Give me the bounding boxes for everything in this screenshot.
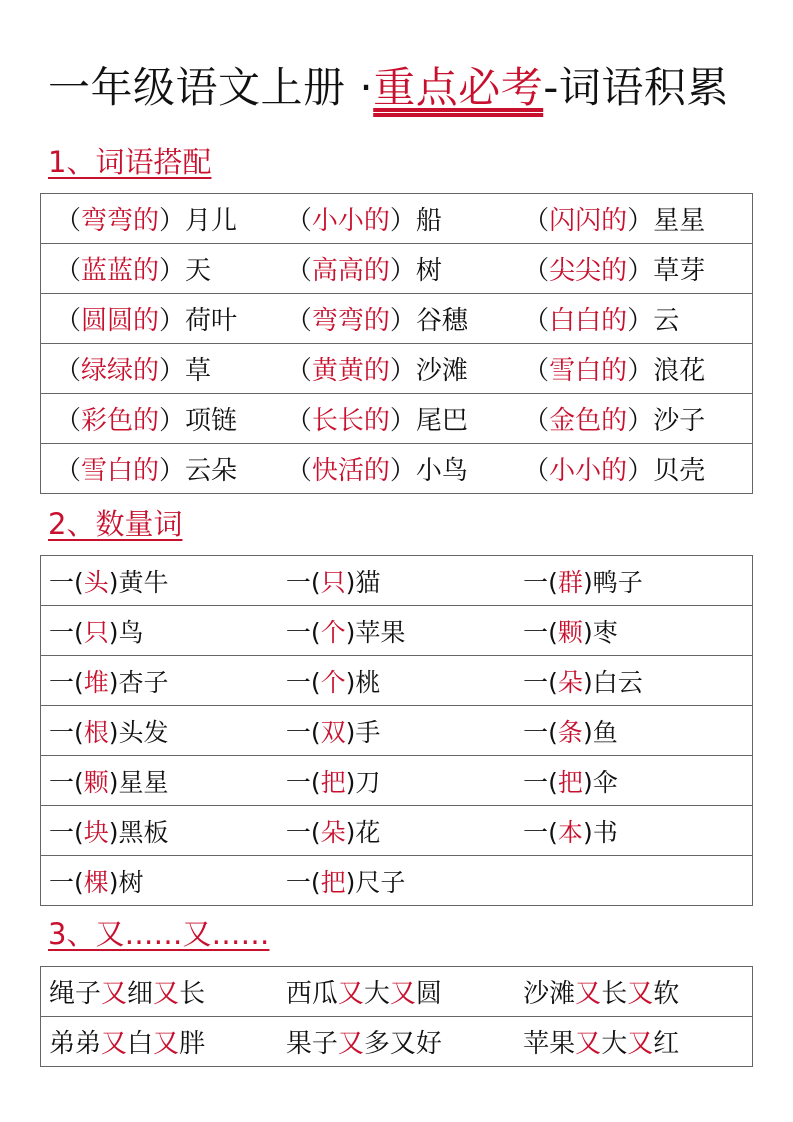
- numeral-one: 一(: [285, 617, 321, 647]
- close-paren: ): [345, 567, 356, 597]
- answer-word: 闪闪的: [549, 206, 628, 236]
- close-paren: ）: [389, 256, 416, 286]
- measure-cell: [515, 706, 752, 756]
- close-paren: ): [582, 567, 593, 597]
- measure-word: 只: [320, 567, 346, 597]
- measure-cell: [278, 756, 515, 806]
- answer-word: 彩色的: [81, 406, 160, 436]
- measure-word: 只: [83, 617, 109, 647]
- numeral-one: 一(: [49, 667, 84, 697]
- collocation-cell: [278, 194, 515, 244]
- measure-word: 朵: [320, 817, 346, 847]
- answer-word: 快活的: [311, 456, 390, 486]
- open-paren: （: [285, 456, 312, 486]
- table-row: [41, 856, 753, 906]
- table-row: [41, 706, 753, 756]
- open-paren: （: [523, 356, 550, 386]
- collocation-cell: [278, 444, 515, 494]
- close-paren: ): [345, 867, 356, 897]
- numeral-one: 一(: [285, 867, 321, 897]
- noun-word: 树: [415, 256, 442, 286]
- close-paren: ): [345, 817, 356, 847]
- close-paren: ）: [627, 306, 654, 336]
- close-paren: ): [108, 717, 119, 747]
- close-paren: ）: [627, 406, 654, 436]
- open-paren: （: [523, 206, 550, 236]
- measure-cell: [278, 606, 515, 656]
- noun-word: 星星: [653, 206, 706, 236]
- collocation-cell: [41, 444, 278, 494]
- noun-word: 花: [355, 817, 381, 847]
- measure-word: 颗: [557, 617, 583, 647]
- collocation-cell: [278, 294, 515, 344]
- phrase-part: 长: [601, 979, 628, 1009]
- collocation-cell: [41, 194, 278, 244]
- measure-cell: [41, 706, 278, 756]
- table-row: [41, 294, 753, 344]
- answer-word: 雪白的: [81, 456, 160, 486]
- you-word: 又: [153, 979, 180, 1009]
- table-row: [41, 444, 753, 494]
- open-paren: （: [523, 306, 550, 336]
- noun-word: 刀: [355, 767, 381, 797]
- noun-word: 贝壳: [653, 456, 706, 486]
- noun-word: 沙滩: [415, 356, 468, 386]
- close-paren: ): [108, 867, 119, 897]
- close-paren: ）: [627, 256, 654, 286]
- measure-word: 个: [320, 667, 346, 697]
- numeral-one: 一(: [523, 567, 558, 597]
- phrase-part: 果子: [285, 1029, 338, 1059]
- numeral-one: 一(: [285, 667, 321, 697]
- collocation-table: [40, 193, 753, 494]
- open-paren: （: [285, 256, 312, 286]
- you-word: 又: [575, 979, 602, 1009]
- measure-word: 个: [320, 617, 346, 647]
- noun-word: 尺子: [355, 867, 406, 897]
- open-paren: （: [285, 406, 312, 436]
- numeral-one: 一(: [49, 817, 84, 847]
- close-paren: ): [582, 617, 593, 647]
- noun-word: 杏子: [118, 667, 169, 697]
- numeral-one: 一(: [523, 667, 558, 697]
- noun-word: 小鸟: [415, 456, 468, 486]
- answer-word: 小小的: [549, 456, 628, 486]
- table-row: [41, 556, 753, 606]
- noun-word: 天: [185, 256, 212, 286]
- noun-word: 伞: [592, 767, 618, 797]
- noun-word: 荷叶: [185, 306, 238, 336]
- phrase-part: 长: [179, 979, 206, 1009]
- page-title: [48, 58, 729, 118]
- measure-word: 把: [320, 867, 346, 897]
- phrase-part: 胖: [179, 1029, 206, 1059]
- noun-word: 鱼: [592, 717, 618, 747]
- noun-word: 月儿: [185, 206, 238, 236]
- close-paren: ）: [389, 206, 416, 236]
- open-paren: （: [55, 356, 82, 386]
- measure-cell: [515, 806, 752, 856]
- numeral-one: 一(: [285, 567, 321, 597]
- collocation-cell: [515, 294, 752, 344]
- open-paren: （: [523, 456, 550, 486]
- measure-cell: [278, 556, 515, 606]
- phrase-part: 圆: [415, 979, 442, 1009]
- phrase-cell: [41, 967, 278, 1017]
- noun-word: 星星: [118, 767, 169, 797]
- open-paren: （: [55, 456, 82, 486]
- close-paren: ): [108, 767, 119, 797]
- phrase-part: 大: [363, 979, 390, 1009]
- close-paren: ）: [159, 306, 186, 336]
- phrase-cell: [515, 1017, 752, 1067]
- close-paren: ): [582, 667, 593, 697]
- noun-word: 白云: [592, 667, 643, 697]
- table-row: [41, 394, 753, 444]
- table-row: [41, 656, 753, 706]
- numeral-one: 一(: [285, 767, 321, 797]
- collocation-cell: [41, 394, 278, 444]
- you-word: 又: [337, 979, 364, 1009]
- noun-word: 树: [118, 867, 144, 897]
- table-row: [41, 806, 753, 856]
- close-paren: ）: [159, 206, 186, 236]
- phrase-part: 弟弟: [49, 1029, 102, 1059]
- measure-cell: [278, 806, 515, 856]
- noun-word: 鸭子: [592, 567, 643, 597]
- close-paren: ): [108, 617, 119, 647]
- measure-cell: [41, 656, 278, 706]
- answer-word: 白白的: [549, 306, 628, 336]
- collocation-cell: [515, 344, 752, 394]
- measure-word: 条: [557, 717, 583, 747]
- phrase-part: 绳子: [49, 979, 102, 1009]
- noun-word: 黑板: [118, 817, 169, 847]
- measure-word: 群: [557, 567, 583, 597]
- measure-word: 堆: [83, 667, 109, 697]
- noun-word: 草: [185, 356, 212, 386]
- collocation-cell: [41, 344, 278, 394]
- measure-cell: [41, 806, 278, 856]
- answer-word: 长长的: [311, 406, 390, 436]
- phrase-part: 细: [127, 979, 154, 1009]
- close-paren: ): [108, 567, 119, 597]
- close-paren: ): [582, 717, 593, 747]
- section1-heading: 1、词语搭配: [48, 145, 212, 179]
- noun-word: 鸟: [118, 617, 144, 647]
- noun-word: 草芽: [653, 256, 706, 286]
- collocation-cell: [515, 394, 752, 444]
- close-paren: ): [108, 817, 119, 847]
- close-paren: ): [582, 767, 593, 797]
- numeral-one: 一(: [523, 717, 558, 747]
- measure-cell: [278, 656, 515, 706]
- close-paren: ): [345, 717, 356, 747]
- open-paren: （: [55, 256, 82, 286]
- close-paren: ）: [159, 406, 186, 436]
- answer-word: 蓝蓝的: [81, 256, 160, 286]
- you-word: 又: [337, 1029, 364, 1059]
- measure-word: 把: [320, 767, 346, 797]
- phrase-cell: [278, 1017, 515, 1067]
- collocation-cell: [515, 444, 752, 494]
- answer-word: 金色的: [549, 406, 628, 436]
- open-paren: （: [55, 406, 82, 436]
- noun-word: 手: [355, 717, 381, 747]
- measure-cell: [515, 606, 752, 656]
- collocation-cell: [515, 244, 752, 294]
- title-post: -词语积累: [543, 63, 729, 112]
- answer-word: 弯弯的: [311, 306, 390, 336]
- table-row: [41, 756, 753, 806]
- phrase-part: 软: [653, 979, 680, 1009]
- noun-word: 枣: [592, 617, 618, 647]
- close-paren: ）: [389, 456, 416, 486]
- measure-word: 头: [83, 567, 109, 597]
- noun-word: 尾巴: [415, 406, 468, 436]
- close-paren: ): [345, 767, 356, 797]
- phrase-part: 大: [601, 1029, 628, 1059]
- measure-cell: [41, 556, 278, 606]
- answer-word: 黄黄的: [311, 356, 390, 386]
- open-paren: （: [523, 406, 550, 436]
- collocation-cell: [41, 294, 278, 344]
- measure-cell: [515, 556, 752, 606]
- numeral-one: 一(: [49, 617, 84, 647]
- close-paren: ）: [159, 356, 186, 386]
- phrase-part: 红: [653, 1029, 680, 1059]
- you-word: 又: [153, 1029, 180, 1059]
- measure-cell: [41, 606, 278, 656]
- answer-word: 圆圆的: [81, 306, 160, 336]
- measure-word: 颗: [83, 767, 109, 797]
- measure-word: 根: [83, 717, 109, 747]
- noun-word: 苹果: [355, 617, 406, 647]
- section3-heading: 3、又……又……: [48, 917, 270, 951]
- measure-cell: [278, 706, 515, 756]
- you-word: 又: [389, 979, 416, 1009]
- numeral-one: 一(: [49, 717, 84, 747]
- measure-cell: [278, 856, 515, 906]
- phrase-part: 沙滩: [523, 979, 576, 1009]
- noun-word: 黄牛: [118, 567, 169, 597]
- open-paren: （: [55, 206, 82, 236]
- close-paren: ): [582, 817, 593, 847]
- numeral-one: 一(: [285, 717, 321, 747]
- phrase-cell: [41, 1017, 278, 1067]
- close-paren: ）: [159, 256, 186, 286]
- table-row: [41, 344, 753, 394]
- table-row: [41, 244, 753, 294]
- table-row: [41, 1017, 753, 1067]
- noun-word: 云朵: [185, 456, 238, 486]
- numeral-one: 一(: [49, 567, 84, 597]
- measure-cell: [515, 856, 752, 906]
- close-paren: ): [345, 617, 356, 647]
- noun-word: 桃: [355, 667, 381, 697]
- collocation-cell: [41, 244, 278, 294]
- you-word: 又: [627, 1029, 654, 1059]
- you-you-table: [40, 966, 753, 1067]
- open-paren: （: [285, 306, 312, 336]
- collocation-cell: [278, 394, 515, 444]
- noun-word: 云: [653, 306, 680, 336]
- close-paren: ）: [627, 206, 654, 236]
- noun-word: 书: [592, 817, 618, 847]
- answer-word: 高高的: [311, 256, 390, 286]
- close-paren: ）: [627, 456, 654, 486]
- close-paren: ): [108, 667, 119, 697]
- phrase-cell: [278, 967, 515, 1017]
- collocation-cell: [515, 194, 752, 244]
- close-paren: ）: [389, 306, 416, 336]
- noun-word: 浪花: [653, 356, 706, 386]
- open-paren: （: [55, 306, 82, 336]
- you-word: 又: [627, 979, 654, 1009]
- open-paren: （: [523, 256, 550, 286]
- noun-word: 沙子: [653, 406, 706, 436]
- numeral-one: 一(: [523, 817, 558, 847]
- collocation-cell: [278, 344, 515, 394]
- table-row: [41, 194, 753, 244]
- close-paren: ）: [627, 356, 654, 386]
- answer-word: 小小的: [311, 206, 390, 236]
- open-paren: （: [285, 356, 312, 386]
- phrase-part: 西瓜: [285, 979, 338, 1009]
- open-paren: （: [285, 206, 312, 236]
- answer-word: 雪白的: [549, 356, 628, 386]
- measure-cell: [41, 756, 278, 806]
- close-paren: ）: [389, 356, 416, 386]
- noun-word: 猫: [355, 567, 381, 597]
- phrase-part: 白: [127, 1029, 154, 1059]
- table-row: [41, 967, 753, 1017]
- measure-cell: [41, 856, 278, 906]
- measure-cell: [515, 656, 752, 706]
- numeral-one: 一(: [49, 767, 84, 797]
- answer-word: 尖尖的: [549, 256, 628, 286]
- numeral-one: 一(: [523, 767, 558, 797]
- noun-word: 船: [415, 206, 442, 236]
- phrase-part: 苹果: [523, 1029, 576, 1059]
- numeral-one: 一(: [49, 867, 84, 897]
- measure-word: 把: [557, 767, 583, 797]
- close-paren: ): [345, 667, 356, 697]
- you-word: 又: [101, 979, 128, 1009]
- you-word: 又: [575, 1029, 602, 1059]
- title-pre: 一年级语文上册 ·: [48, 63, 374, 112]
- noun-word: 项链: [185, 406, 238, 436]
- measure-word: 块: [83, 817, 109, 847]
- you-word: 又: [101, 1029, 128, 1059]
- title-highlight: 重点必考: [373, 63, 544, 112]
- collocation-cell: [278, 244, 515, 294]
- phrase-cell: [515, 967, 752, 1017]
- measure-word-table: [40, 555, 753, 906]
- answer-word: 弯弯的: [81, 206, 160, 236]
- measure-word: 朵: [557, 667, 583, 697]
- measure-word: 双: [320, 717, 346, 747]
- measure-word: 棵: [83, 867, 109, 897]
- measure-word: 本: [557, 817, 583, 847]
- numeral-one: 一(: [523, 617, 558, 647]
- answer-word: 绿绿的: [81, 356, 160, 386]
- close-paren: ）: [389, 406, 416, 436]
- section2-heading: 2、数量词: [48, 507, 183, 541]
- noun-word: 谷穗: [415, 306, 468, 336]
- noun-word: 头发: [118, 717, 169, 747]
- close-paren: ）: [159, 456, 186, 486]
- phrase-part: 多又好: [363, 1029, 442, 1059]
- numeral-one: 一(: [285, 817, 321, 847]
- measure-cell: [515, 756, 752, 806]
- table-row: [41, 606, 753, 656]
